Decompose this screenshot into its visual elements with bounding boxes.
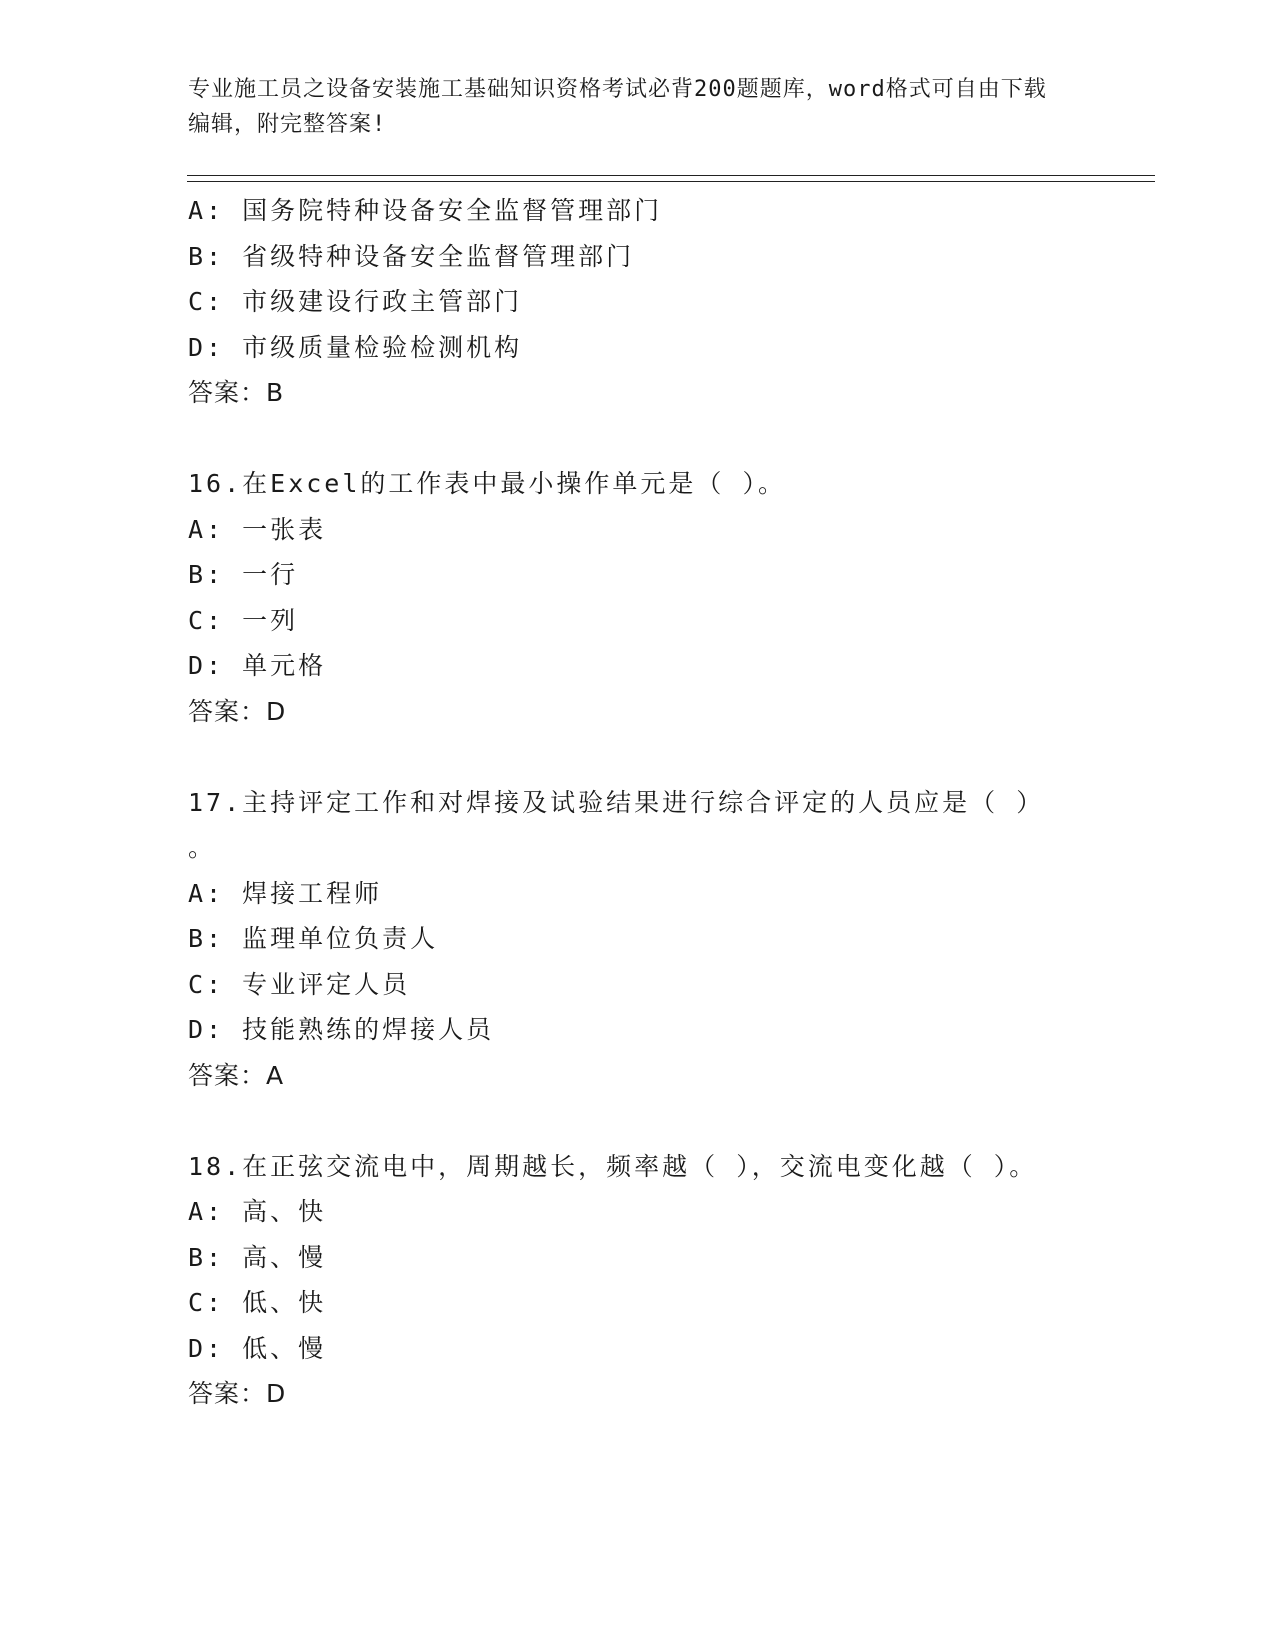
question-16-block xyxy=(188,461,1088,734)
header-divider-secondary xyxy=(187,181,1155,182)
option-c: C: 专业评定人员 xyxy=(188,969,411,999)
answer-line: 答案：D xyxy=(188,696,287,726)
option-a: A: 高、快 xyxy=(188,1197,327,1226)
option-d: D: 低、慢 xyxy=(188,1333,327,1363)
question-15-block xyxy=(188,188,1088,416)
spacer xyxy=(188,734,1088,780)
question-18-block xyxy=(188,1144,1088,1417)
question-stem: 16.在Excel的工作表中最小操作单元是（ ）。 xyxy=(188,469,786,498)
option-a: A: 国务院特种设备安全监督管理部门 xyxy=(188,196,663,225)
question-stem: 17.主持评定工作和对焊接及试验结果进行综合评定的人员应是（ ） xyxy=(188,787,1045,817)
option-b: B: 高、慢 xyxy=(188,1242,327,1272)
option-a: A: 焊接工程师 xyxy=(188,878,383,908)
header-divider xyxy=(187,175,1155,176)
question-list xyxy=(188,188,1088,1417)
answer-line: 答案：A xyxy=(188,1060,285,1090)
option-b: B: 监理单位负责人 xyxy=(188,924,439,953)
option-c: C: 市级建设行政主管部门 xyxy=(188,287,523,316)
spacer xyxy=(188,416,1088,462)
question-17-block xyxy=(188,780,1088,1099)
question-stem: 18.在正弦交流电中，周期越长，频率越（ ），交流电变化越（ ）。 xyxy=(188,1151,1038,1181)
question-stem-continuation: 。 xyxy=(188,833,217,862)
option-d: D: 技能熟练的焊接人员 xyxy=(188,1015,495,1044)
document-header: 专业施工员之设备安装施工基础知识资格考试必背200题题库，word格式可自由下载编辑，附完整答案! xyxy=(188,77,1047,137)
option-c: C: 一列 xyxy=(188,605,299,635)
option-c: C: 低、快 xyxy=(188,1288,327,1317)
spacer xyxy=(188,1098,1088,1144)
option-b: B: 省级特种设备安全监督管理部门 xyxy=(188,241,635,271)
option-a: A: 一张表 xyxy=(188,514,327,544)
option-d: D: 市级质量检验检测机构 xyxy=(188,332,523,362)
answer-line: 答案：D xyxy=(188,1379,287,1408)
option-d: D: 单元格 xyxy=(188,651,327,680)
option-b: B: 一行 xyxy=(188,560,299,589)
answer-line: 答案：B xyxy=(188,378,285,407)
